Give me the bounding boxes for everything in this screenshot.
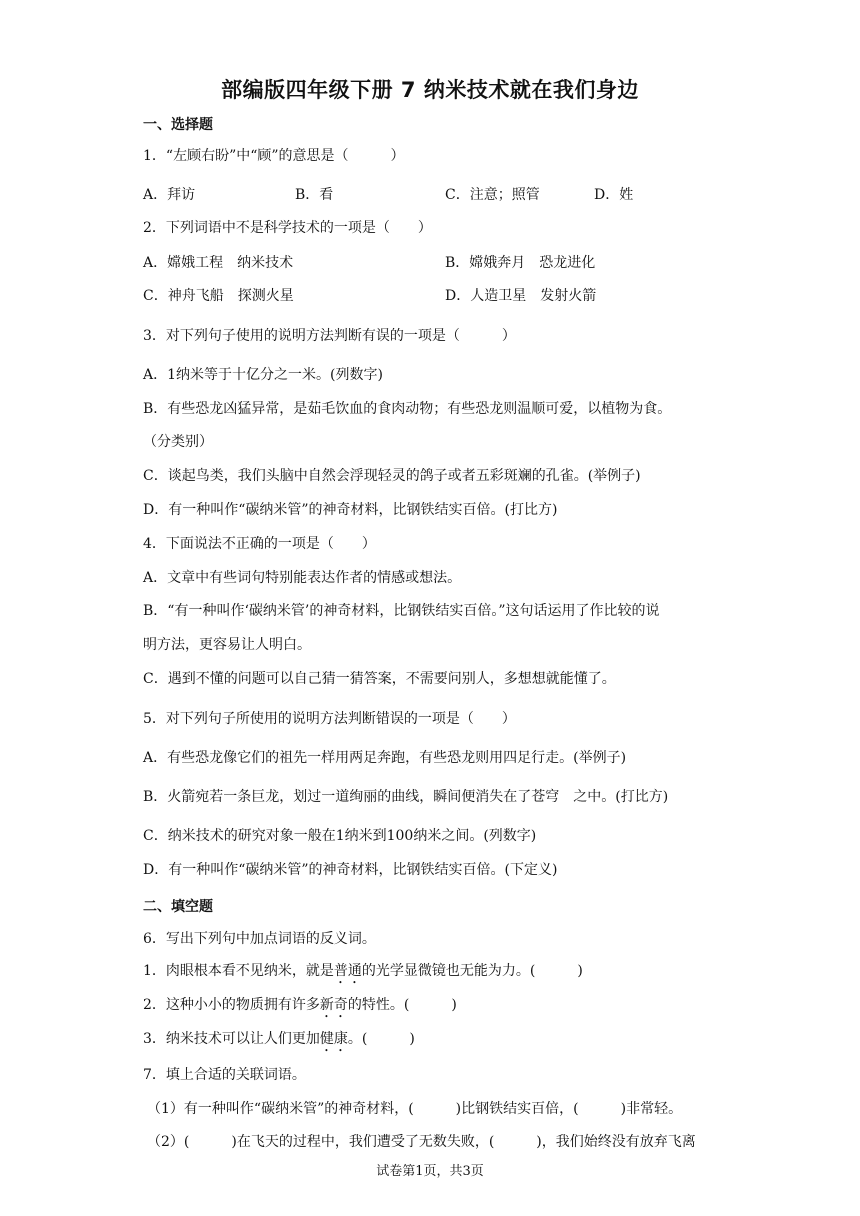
q6-s2-text-end: 的特性。( )	[347, 997, 457, 1013]
q1-option-a: A．拜访	[143, 187, 196, 203]
q4-option-c: C．遇到不懂的问题可以自己猜一猜答案，不需要问别人，多想想就能懂了。	[143, 671, 616, 687]
question-2-stem: 2．下列词语中不是科学技术的一项是（ ）	[143, 220, 432, 236]
q2-option-a: A．嫦娥工程 纳米技术	[143, 255, 294, 271]
q6-sentence-1	[143, 962, 583, 987]
q7-sentence-2: （2）( )在飞天的过程中，我们遭受了无数失败，( )，我们始终没有放弃飞离	[147, 1134, 696, 1150]
q4-option-b-cont: 明方法，更容易让人明白。	[143, 637, 311, 653]
question-3-stem: 3．对下列句子使用的说明方法判断有误的一项是（ ）	[143, 328, 516, 344]
q6-s3-dotted-word: 健康	[319, 1031, 348, 1047]
q6-s3-text-end: 。( )	[347, 1031, 415, 1047]
q1-option-c: C．注意；照管	[445, 187, 540, 203]
q2-option-c: C．神舟飞船 探测火星	[143, 288, 294, 304]
question-5-stem: 5．对下列句子所使用的说明方法判断错误的一项是（ ）	[143, 711, 516, 727]
q1-option-d: D．姓	[594, 187, 634, 203]
q3-option-c: C．谈起鸟类，我们头脑中自然会浮现轻灵的鸽子或者五彩斑斓的孔雀。(举例子)	[143, 468, 641, 484]
q2-option-b: B．嫦娥奔月 恐龙进化	[445, 255, 596, 271]
q6-s1-text: 1．肉眼根本看不见纳米，就是	[143, 963, 334, 979]
q6-s1-dotted-word: 普通	[333, 963, 362, 979]
q3-option-b-cont: （分类别）	[143, 434, 213, 450]
q7-sentence-1: （1）有一种叫作“碳纳米管”的神奇材料，( )比钢铁结实百倍，( )非常轻。	[147, 1101, 683, 1117]
q6-s3-text: 3．纳米技术可以让人们更加	[143, 1031, 320, 1047]
question-6-stem: 6．写出下列句中加点词语的反义词。	[143, 931, 376, 947]
q6-s2-text: 2．这种小小的物质拥有许多	[143, 997, 320, 1013]
section-heading-fill: 二、填空题	[143, 899, 213, 915]
question-7-stem: 7．填上合适的关联词语。	[143, 1067, 306, 1083]
q6-s1-text-end: 的光学显微镜也无能为力。( )	[361, 963, 583, 979]
q4-option-b: B．“有一种叫作‘碳纳米管’的神奇材料，比钢铁结实百倍。”这句话运用了作比较的说	[143, 603, 660, 619]
q1-option-b: B．看	[295, 187, 334, 203]
q6-sentence-3	[143, 1030, 415, 1055]
document-title: 部编版四年级下册 7 纳米技术就在我们身边	[221, 78, 639, 102]
q5-option-b: B．火箭宛若一条巨龙，划过一道绚丽的曲线，瞬间便消失在了苍穹 之中。(打比方)	[143, 789, 669, 805]
page-footer: 试卷第1页，共3页	[376, 1164, 484, 1179]
q3-option-b: B．有些恐龙凶猛异常，是茹毛饮血的食肉动物；有些恐龙则温顺可爱，以植物为食。	[143, 401, 672, 417]
q2-option-d: D．人造卫星 发射火箭	[445, 288, 597, 304]
question-1-stem: 1．“左顾右盼”中“顾”的意思是（ ）	[143, 148, 405, 164]
q5-option-a: A．有些恐龙像它们的祖先一样用两足奔跑，有些恐龙则用四足行走。(举例子)	[143, 750, 627, 766]
section-heading-choice: 一、选择题	[143, 117, 213, 133]
q3-option-a: A．1纳米等于十亿分之一米。(列数字)	[143, 367, 383, 383]
q3-option-d: D．有一种叫作“碳纳米管”的神奇材料，比钢铁结实百倍。(打比方)	[143, 502, 558, 518]
question-4-stem: 4．下面说法不正确的一项是（ ）	[143, 536, 376, 552]
q4-option-a: A．文章中有些词句特别能表达作者的情感或想法。	[143, 570, 462, 586]
q6-s2-dotted-word: 新奇	[319, 997, 348, 1013]
q5-option-c: C．纳米技术的研究对象一般在1纳米到100纳米之间。(列数字)	[143, 828, 537, 844]
q6-sentence-2	[143, 996, 457, 1021]
q5-option-d: D．有一种叫作“碳纳米管”的神奇材料，比钢铁结实百倍。(下定义)	[143, 862, 558, 878]
